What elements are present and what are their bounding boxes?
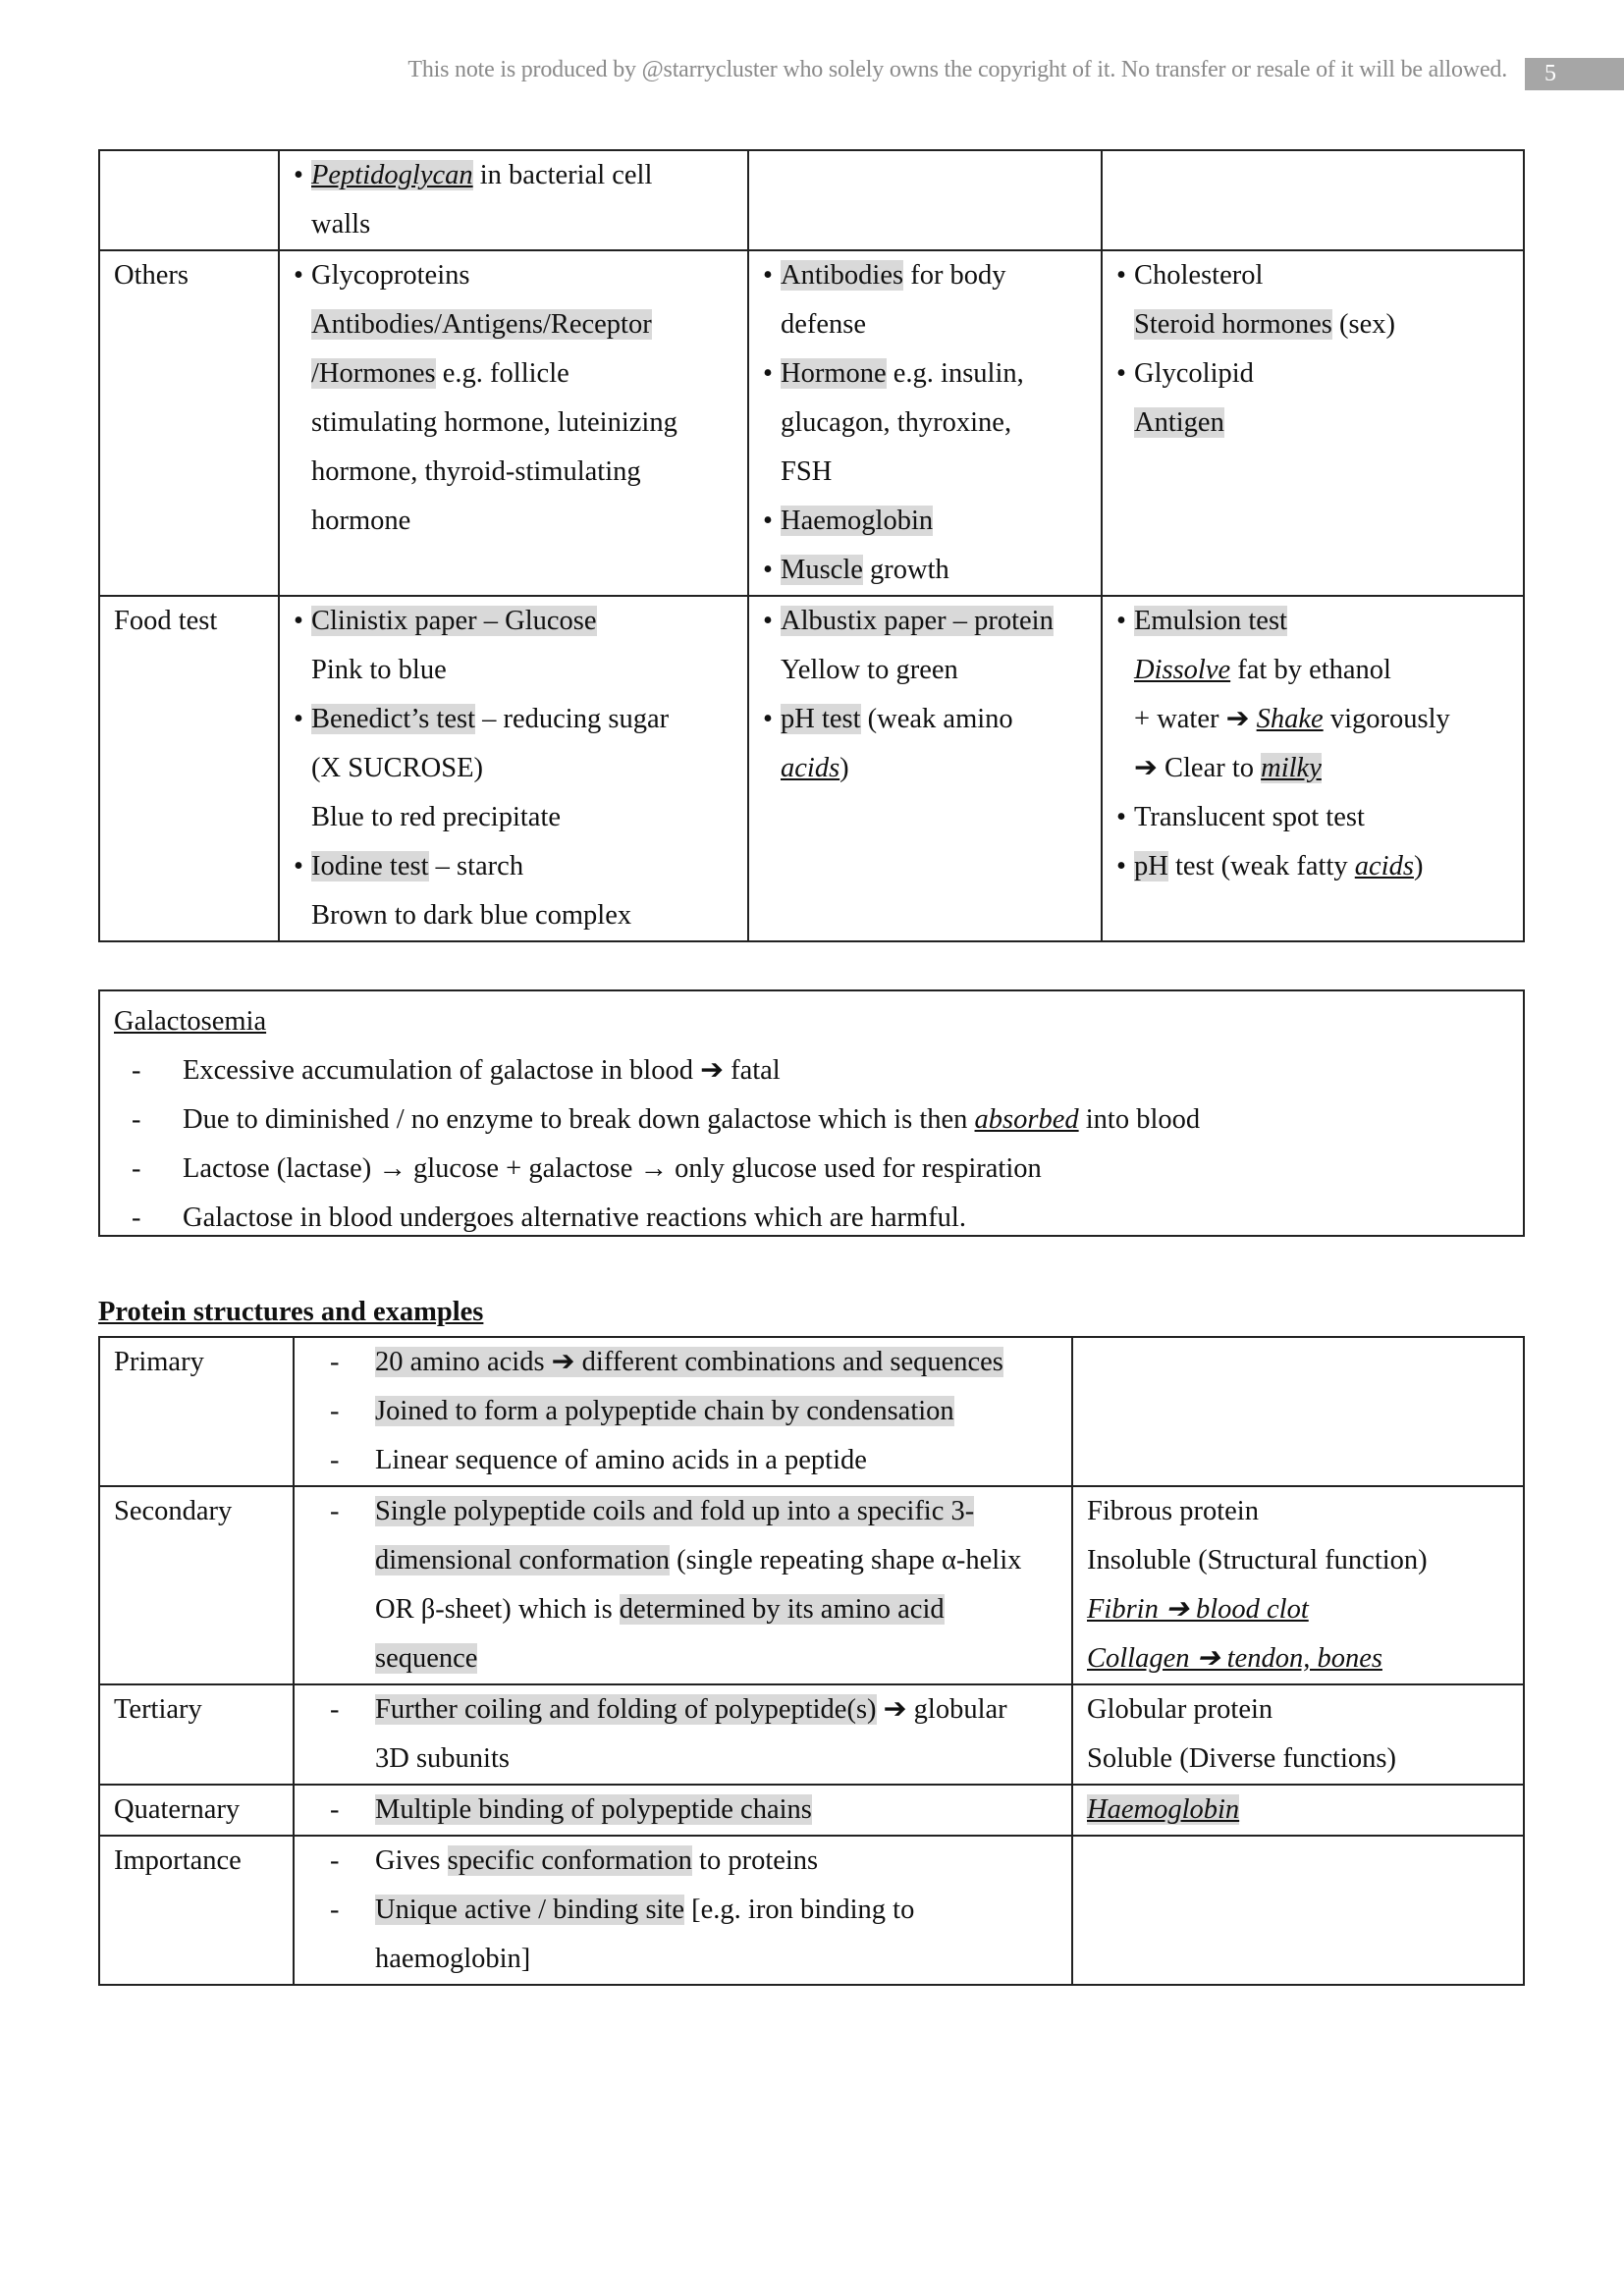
row-label: [99, 150, 279, 250]
description-cell: [294, 1337, 1072, 1486]
examples-cell: [1072, 1836, 1524, 1985]
lipids-cell: [1102, 150, 1524, 250]
bullet-item: • Albustix paper – protein: [763, 597, 1087, 646]
row-label: Primary: [99, 1337, 294, 1486]
carbohydrates-cell: • Glycoproteins Antibodies/Antigens/Receptor /Hormones e.g. follicle stimulating hormone, luteinizing hormone, thyroid-stimulating hormone: [279, 250, 748, 596]
galactosemia-box: [98, 989, 1525, 1237]
bullet-item: • Antibodies for body: [763, 251, 1087, 300]
copyright-notice: This note is produced by @starrycluster who solely owns the copyright of it. No transfer or resale of it will be allowed.: [407, 57, 1507, 82]
bullet-item: • Glycolipid: [1116, 349, 1509, 399]
page-number-badge: 5: [1525, 58, 1624, 90]
section-title: Protein structures and examples: [98, 1297, 484, 1327]
list-item: - Linear sequence of amino acids in a peptide: [330, 1445, 867, 1475]
row-label: Tertiary: [99, 1684, 294, 1785]
bullet-item: • Iodine test – starch: [294, 842, 733, 891]
row-label: Quaternary: [99, 1785, 294, 1836]
description-cell: [294, 1785, 1072, 1836]
bullet-item: • pH test (weak amino: [763, 695, 1087, 744]
table-row: [99, 596, 1524, 941]
table-row: [99, 1486, 1524, 1684]
list-item: - Galactose in blood undergoes alternative reactions which are harmful.: [132, 1202, 966, 1233]
table-row: [99, 1836, 1524, 1985]
table-row: [99, 250, 1524, 596]
list-item: - Multiple binding of polypeptide chains: [330, 1794, 812, 1825]
bullet-item: • Emulsion test: [1116, 597, 1509, 646]
protein-structures-table: [98, 1336, 1525, 1986]
description-cell: - Gives specific conformation to proteins - Unique active / binding site [e.g. iron binding to haemoglobin]: [294, 1836, 1072, 1985]
carbohydrates-cell: • Clinistix paper – Glucose Pink to blue • Benedict’s test – reducing sugar (X SUCROSE) Blue to red precipitate • Iodine test – starch Brown to dark blue complex: [279, 596, 748, 941]
bullet-item: • Peptidoglycan in bacterial cell: [294, 151, 733, 200]
description-cell: - Further coiling and folding of polypeptide(s) ➔ globular 3D subunits: [294, 1684, 1072, 1785]
carbohydrates-cell: • Peptidoglycan in bacterial cell walls: [279, 150, 748, 250]
examples-cell: [1072, 1337, 1524, 1486]
bullet-item: • Cholesterol: [1116, 251, 1509, 300]
bullet-item: • Translucent spot test: [1116, 793, 1509, 842]
proteins-cell: • Albustix paper – protein Yellow to green • pH test (weak amino acids): [748, 596, 1102, 941]
table-row: [99, 1684, 1524, 1785]
list-item: - 20 amino acids ➔ different combinations and sequences: [330, 1347, 1003, 1377]
list-item: - Due to diminished / no enzyme to break down galactose which is then absorbed into blood: [132, 1104, 1201, 1135]
row-label: Others: [99, 250, 279, 596]
list-item: - Further coiling and folding of polypeptide(s) ➔ globular: [330, 1694, 1007, 1725]
proteins-cell: [748, 150, 1102, 250]
row-label: Food test: [99, 596, 279, 941]
bullet-item: • Haemoglobin: [763, 497, 1087, 546]
biomolecule-table: [98, 149, 1525, 942]
list-item: - Excessive accumulation of galactose in blood ➔ fatal: [132, 1055, 781, 1086]
row-label: Importance: [99, 1836, 294, 1985]
examples-cell: Fibrous protein Insoluble (Structural function) Fibrin ➔ blood clot Collagen ➔ tendon, bones: [1072, 1486, 1524, 1684]
bullet-item: • Muscle growth: [763, 546, 1087, 595]
list-item: - Unique active / binding site [e.g. iron binding to: [330, 1895, 915, 1925]
row-label: Secondary: [99, 1486, 294, 1684]
bullet-item: • Glycoproteins: [294, 251, 733, 300]
galactosemia-title: Galactosemia: [114, 1006, 267, 1037]
list-item: - Single polypeptide coils and fold up into a specific 3-: [330, 1496, 975, 1526]
list-item: - Lactose (lactase) → glucose + galactose → only glucose used for respiration: [132, 1153, 1042, 1184]
bullet-item: • Benedict’s test – reducing sugar: [294, 695, 733, 744]
bullet-item: • Clinistix paper – Glucose: [294, 597, 733, 646]
proteins-cell: • Antibodies for body defense • Hormone e.g. insulin, glucagon, thyroxine, FSH • Haemoglobin • Muscle growth: [748, 250, 1102, 596]
examples-cell: Haemoglobin: [1072, 1785, 1524, 1836]
bullet-item: • pH test (weak fatty acids): [1116, 842, 1509, 891]
lipids-cell: • Emulsion test Dissolve fat by ethanol + water ➔ Shake vigorously ➔ Clear to milky • Translucent spot test • pH test (weak fatty acids): [1102, 596, 1524, 941]
list-item: - Joined to form a polypeptide chain by condensation: [330, 1396, 954, 1426]
table-row: [99, 1785, 1524, 1836]
lipids-cell: • Cholesterol Steroid hormones (sex) • Glycolipid Antigen: [1102, 250, 1524, 596]
description-cell: - Single polypeptide coils and fold up into a specific 3- dimensional conformation (single repeating shape α-helix OR β-sheet) which is determined by its amino acid sequence: [294, 1486, 1072, 1684]
table-row: [99, 150, 1524, 250]
table-row: [99, 1337, 1524, 1486]
list-item: - Gives specific conformation to proteins: [330, 1845, 819, 1876]
bullet-item: • Hormone e.g. insulin,: [763, 349, 1087, 399]
examples-cell: Globular protein Soluble (Diverse functions): [1072, 1684, 1524, 1785]
